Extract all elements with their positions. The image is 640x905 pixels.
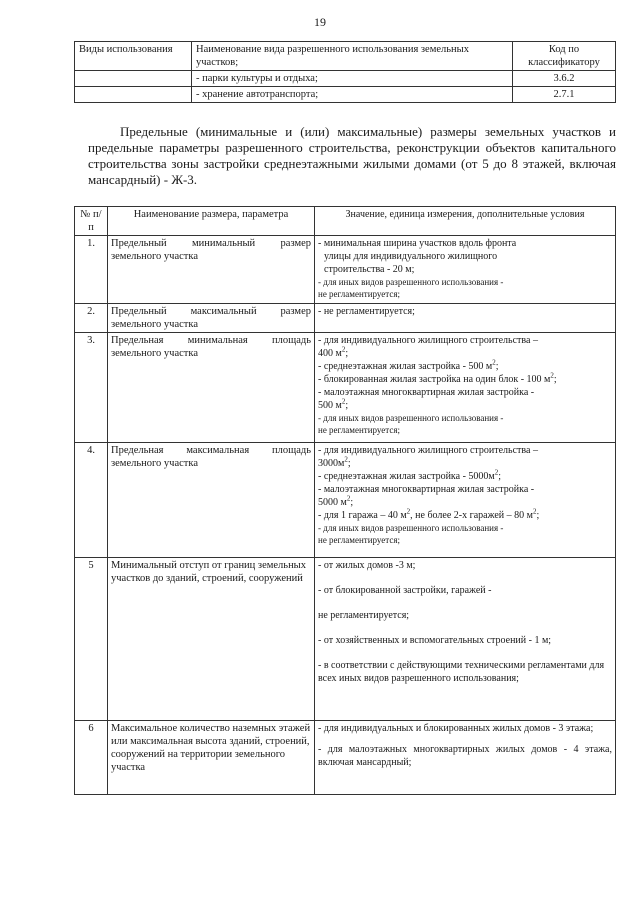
value-line: не регламентируется; xyxy=(318,289,400,299)
empty-cell xyxy=(75,71,192,87)
use-name-cell: - парки культуры и отдыха; xyxy=(192,71,513,87)
code-cell: 3.6.2 xyxy=(513,71,616,87)
value-line: 5000 $м^2$; xyxy=(318,494,354,508)
table-row xyxy=(75,87,616,103)
table-row xyxy=(75,558,616,721)
value-line: - для иных видов разрешенного использования - xyxy=(318,277,504,287)
value-line: - для 1 гаража – 40 $м^2$, не более 2-х гаражей – 80 $м^2$; xyxy=(318,507,540,521)
value-line: - блокированная жилая застройка на один блок - 100 $м^2$; xyxy=(318,371,557,385)
row-number: 3. xyxy=(75,333,108,443)
value-line: - в соответствии с действующими техническими регламентами для всех иных видов разрешенного использования; xyxy=(318,660,605,684)
value-line: - для индивидуальных и блокированных жилых домов - 3 этажа; xyxy=(318,723,594,734)
param-name: Предельный максимальный размер земельного участка xyxy=(108,304,315,333)
intro-paragraph: Предельные (минимальные и (или) максимальные) размеры земельных участков и предельные параметры разрешенного строительства, реконструкции объектов капитального строительства зоны застройки среднеэтажными жилыми домами (от 5 до 8 этажей, включая мансардный) - Ж-3. xyxy=(88,124,616,187)
param-value xyxy=(315,333,616,443)
param-name: Предельная максимальная площадь земельного участка xyxy=(108,443,315,558)
empty-cell xyxy=(75,87,192,103)
param-value xyxy=(315,236,616,304)
value-line: не регламентируется; xyxy=(318,425,400,435)
table-header-row xyxy=(75,207,616,236)
value-line: не регламентируется; xyxy=(318,535,400,545)
value-line: - от хозяйственных и вспомогательных строений - 1 м; xyxy=(318,635,552,646)
header-param-name: Наименование размера, параметра xyxy=(108,207,315,236)
value-line: - для индивидуального жилищного строительства – xyxy=(318,335,538,346)
use-name-cell: - хранение автотранспорта; xyxy=(192,87,513,103)
header-use-name: Наименование вида разрешенного использования земельных участков; xyxy=(192,42,513,71)
param-value xyxy=(315,443,616,558)
value-line: - от блокированной застройки, гаражей - xyxy=(318,585,492,596)
row-number: 2. xyxy=(75,304,108,333)
param-value xyxy=(315,558,616,721)
param-name: Предельный минимальный размер земельного участка xyxy=(108,236,315,304)
value-line: - для иных видов разрешенного использования - xyxy=(318,413,504,423)
row-number: 4. xyxy=(75,443,108,558)
table-row xyxy=(75,333,616,443)
value-line: - от жилых домов -3 м; xyxy=(318,560,416,571)
table-row xyxy=(75,71,616,87)
row-number: 6 xyxy=(75,721,108,795)
row-number: 5 xyxy=(75,558,108,721)
value-line: строительства - 20 м; xyxy=(324,264,415,275)
parameters-table xyxy=(74,206,616,795)
value-line: - малоэтажная многоквартирная жилая застройка - xyxy=(318,387,535,398)
value-line: - среднеэтажная жилая застройка - $5000м^2$; xyxy=(318,468,502,482)
value-line: 500 $м^2$; xyxy=(318,397,349,411)
param-name: Максимальное количество наземных этажей или максимальная высота зданий, строений, сооружений на территории земельного участка xyxy=(108,721,315,795)
param-name: Минимальный отступ от границ земельных участков до зданий, строений, сооружений xyxy=(108,558,315,721)
value-line: - для иных видов разрешенного использования - xyxy=(318,523,504,533)
table-header-row xyxy=(75,42,616,71)
header-value: Значение, единица измерения, дополнительные условия xyxy=(315,207,616,236)
code-cell: 2.7.1 xyxy=(513,87,616,103)
param-value xyxy=(315,304,616,333)
header-use-types: Виды использования xyxy=(75,42,192,71)
param-name: Предельная минимальная площадь земельного участка xyxy=(108,333,315,443)
value-line: - для малоэтажных многоквартирных жилых домов - 4 этажа, включая мансардный; xyxy=(318,744,612,768)
value-line: не регламентируется; xyxy=(318,610,410,621)
page-number: 19 xyxy=(314,15,326,29)
value-line: - не регламентируется; xyxy=(318,306,415,317)
value-line: улицы для индивидуального жилищного xyxy=(324,251,498,262)
permitted-use-table xyxy=(74,41,616,103)
param-value xyxy=(315,721,616,795)
value-line: 400 $м^2$; xyxy=(318,345,349,359)
value-line: - малоэтажная многоквартирная жилая застройка - xyxy=(318,484,535,495)
value-line: - минимальная ширина участков вдоль фронта xyxy=(318,238,517,249)
value-line: - для индивидуального жилищного строительства – xyxy=(318,445,538,456)
header-number: № п/п xyxy=(75,207,108,236)
table-row xyxy=(75,236,616,304)
value-line: - среднеэтажная жилая застройка - 500 $м^2$; xyxy=(318,358,499,372)
value-line: $3000м^2$; xyxy=(318,455,351,469)
table-row xyxy=(75,443,616,558)
header-code: Код по классификатору xyxy=(513,42,616,71)
table-row xyxy=(75,304,616,333)
row-number: 1. xyxy=(75,236,108,304)
table-row xyxy=(75,721,616,795)
